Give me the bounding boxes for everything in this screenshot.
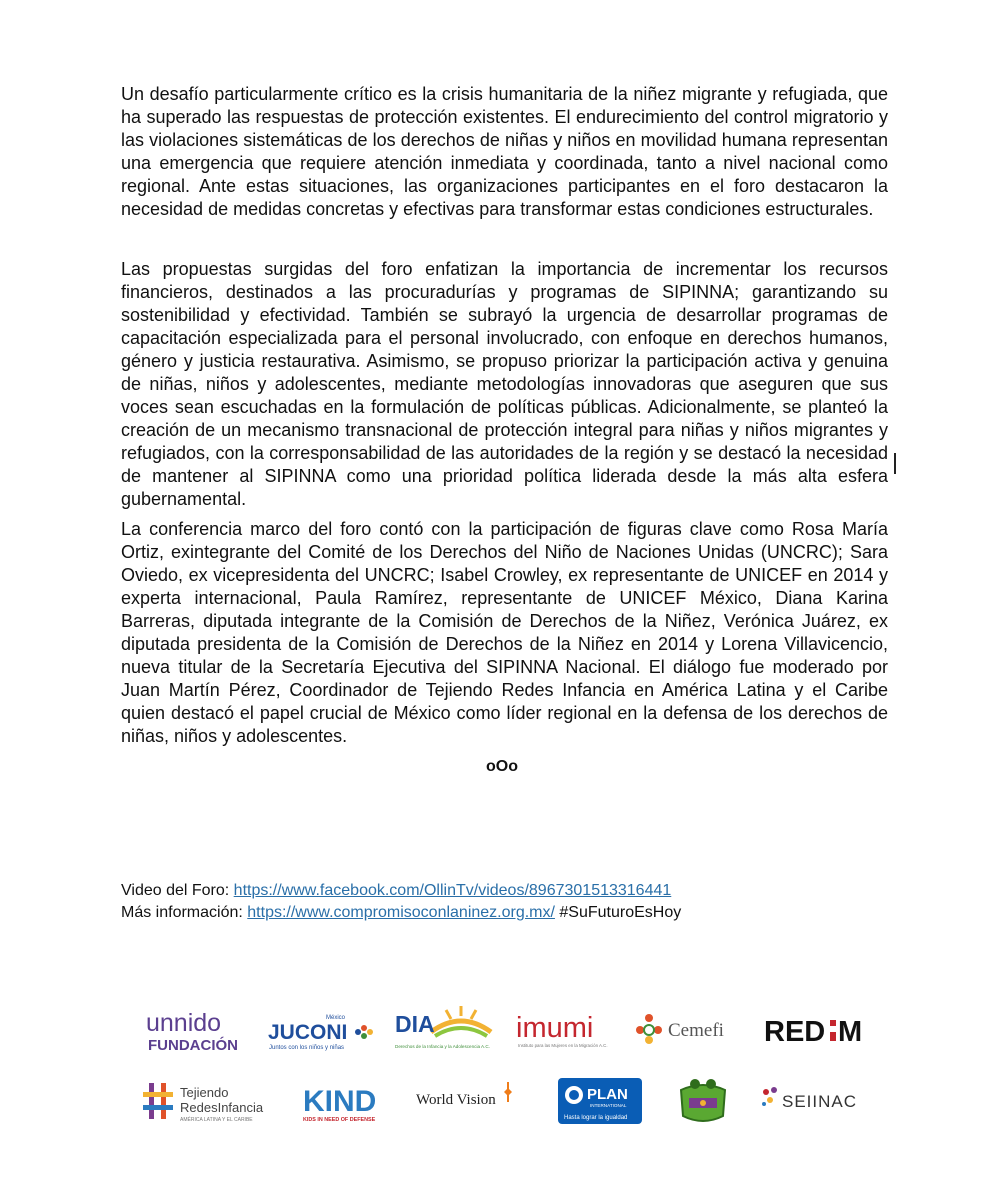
juconi-wordmark: JUCONI bbox=[268, 1021, 348, 1044]
redim-left: RED bbox=[764, 1016, 826, 1048]
seiinac-figures-icon bbox=[762, 1087, 777, 1106]
unnido-subtitle: FUNDACIÓN bbox=[148, 1037, 238, 1054]
dia-sun-icon bbox=[431, 1006, 491, 1036]
video-link[interactable]: https://www.facebook.com/OllinTv/videos/8967301513316441 bbox=[233, 882, 672, 899]
video-label: Video del Foro: bbox=[121, 882, 230, 899]
plan-sub: INTERNATIONAL bbox=[590, 1103, 627, 1108]
kind-tagline: KIDS IN NEED OF DEFENSE bbox=[303, 1117, 376, 1123]
unnido-wordmark: unnido bbox=[146, 1009, 222, 1037]
logo-seiinac bbox=[758, 1082, 873, 1118]
imumi-tagline: Instituto para las Mujeres en la Migración A.C. bbox=[518, 1043, 608, 1048]
hashtag: #SuFuturoEsHoy bbox=[559, 904, 682, 921]
logo-dia bbox=[391, 1002, 496, 1058]
info-line bbox=[121, 902, 681, 923]
worldvision-star-icon bbox=[504, 1082, 512, 1102]
logo-unnido bbox=[140, 1005, 255, 1055]
end-mark: oOo bbox=[486, 758, 518, 775]
cemefi-wordmark: Cemefi bbox=[668, 1020, 724, 1041]
tejiendo-line1: Tejiendo bbox=[180, 1085, 229, 1100]
logo-green-emblem bbox=[675, 1072, 731, 1128]
redim-right: M bbox=[838, 1016, 863, 1048]
paragraph-2: Las propuestas surgidas del foro enfatizan la importancia de incrementar los recursos financieros, destinados a las procuradurías y programas de SIPINNA; garantizando su sostenibilidad y efectividad. También se subrayó la urgencia de desarrollar programas de capacitación especializada para el personal involucrado, con enfoque en derechos humanos, género y justicia restaurativa. Asimismo, se propuso priorizar la participación activa y genuina de niñas, niños y adolescentes, mediante metodologías innovadoras que aseguren que sus voces sean escuchadas en la formulación de políticas públicas. Adicionalmente, se planteó la creación de un mecanismo transnacional de protección integral para niñas y niños migrantes y refugiados, con la corresponsabilidad de las autoridades de la región y se destacó la necesidad de mantener al SIPINNA como una prioridad política liderada desde la más alta esfera gubernamental. bbox=[121, 259, 888, 509]
logo-plan bbox=[556, 1076, 644, 1126]
juconi-tagline: Juntos con los niños y niñas bbox=[269, 1045, 345, 1051]
video-line bbox=[121, 880, 671, 901]
kind-wordmark: KIND bbox=[303, 1085, 377, 1118]
info-label: Más información: bbox=[121, 904, 243, 921]
tejiendo-line2: RedesInfancia bbox=[180, 1100, 264, 1115]
logo-redim bbox=[760, 1010, 870, 1050]
dia-tagline: Derechos de la Infancia y la Adolescencia A.C. bbox=[395, 1044, 490, 1049]
worldvision-wordmark: World Vision bbox=[416, 1092, 496, 1108]
info-link[interactable]: https://www.compromisoconlaninez.org.mx/ bbox=[247, 904, 555, 921]
tejiendo-line3: AMÉRICA LATINA Y EL CARIBE bbox=[180, 1117, 253, 1123]
imumi-wordmark: imumi bbox=[516, 1012, 594, 1044]
tejiendo-hash-icon bbox=[143, 1083, 173, 1119]
redim-colon-icon bbox=[830, 1020, 836, 1041]
text-cursor bbox=[894, 453, 896, 474]
logo-imumi bbox=[514, 1005, 622, 1055]
cemefi-people-icon bbox=[636, 1014, 662, 1044]
plan-wordmark: PLAN bbox=[587, 1086, 628, 1103]
logo-tejiendo-redes bbox=[140, 1077, 275, 1127]
juconi-flower-icon bbox=[355, 1025, 373, 1039]
juconi-super: México bbox=[326, 1015, 346, 1021]
paragraph-3: La conferencia marco del foro contó con la participación de figuras clave como Rosa María Ortiz, exintegrante del Comité de los Derechos del Niño de Naciones Unidas (UNCRC); Sara Oviedo, ex vicepresidenta del UNCRC; Isabel Crowley, ex representante de UNICEF en 2014 y experta internacional, Paula Ramírez, representante de UNICEF México, Diana Karina Barreras, diputada integrante de la Comisión de Derechos de la Niñez, Verónica Juárez, ex diputada presidenta de la Comisión de Derechos de la Niñez en 2014 y Lorena Villavicencio, nueva titular de la Secretaría Ejecutiva del SIPINNA Nacional. El diálogo fue moderado por Juan Martín Pérez, Coordinador de Tejiendo Redes Infancia en América Latina y el Caribe quien destacó el papel crucial de México como líder regional en la defensa de los derechos de niñas, niños y adolescentes. bbox=[121, 519, 888, 746]
logo-cemefi bbox=[632, 1008, 747, 1052]
dia-wordmark: DIA bbox=[395, 1011, 435, 1037]
seiinac-wordmark: SEIINAC bbox=[782, 1092, 858, 1111]
logo-juconi bbox=[266, 1005, 381, 1055]
paragraph-1: Un desafío particularmente crítico es la crisis humanitaria de la niñez migrante y refugiada, que ha superado las respuestas de protección existentes. El endurecimiento del control migratorio y las violaciones sistemáticas de los derechos de niñas y niños en movilidad humana representan una emergencia que requiere atención inmediata y coordinada, tanto a nivel nacional como regional. Ante estas situaciones, las organizaciones participantes en el foro destacaron la necesidad de medidas concretas y efectivas para transformar estas condiciones estructurales. bbox=[121, 84, 888, 219]
logo-world-vision bbox=[412, 1080, 527, 1120]
plan-tagline: Hasta lograr la igualdad bbox=[564, 1115, 628, 1121]
logo-kind bbox=[300, 1077, 392, 1127]
